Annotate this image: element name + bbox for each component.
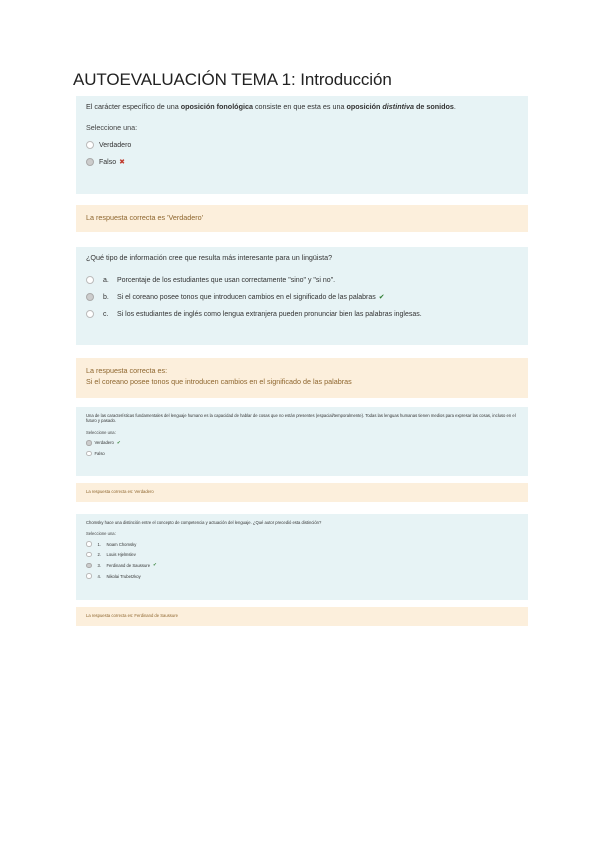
option-label: Verdadero: [99, 141, 132, 149]
radio-button[interactable]: [86, 573, 92, 579]
radio-button[interactable]: [86, 552, 92, 558]
option-letter: 2.: [97, 552, 101, 558]
radio-button-checked[interactable]: [86, 563, 92, 569]
feedback-4: [76, 607, 528, 626]
option-4[interactable]: [86, 573, 518, 579]
select-label: Seleccione una:: [86, 429, 116, 435]
option-c[interactable]: [86, 310, 518, 318]
correct-icon: ✔: [378, 294, 385, 302]
question-text-part: .: [453, 102, 456, 111]
select-label: Seleccione una:: [86, 531, 116, 537]
option-label: Si los estudiantes de inglés como lengua extranjera pueden pronunciar bien las palabras inglesas.: [117, 310, 422, 318]
radio-button[interactable]: [86, 451, 92, 457]
feedback-text-line1: La respuesta correcta es:: [86, 366, 168, 375]
option-a[interactable]: [86, 276, 518, 284]
option-letter: c.: [103, 310, 109, 318]
feedback-text-line2: Si el coreano posee tonos que introducen cambios en el significado de las palabras: [86, 376, 352, 386]
question-2: [76, 247, 528, 345]
incorrect-icon: ✖: [119, 159, 125, 167]
option-true[interactable]: [86, 440, 518, 446]
question-text-bold-italic: distintiva: [382, 102, 414, 111]
radio-button[interactable]: [86, 541, 92, 547]
option-letter: 3.: [97, 562, 101, 568]
radio-button-checked[interactable]: [86, 158, 94, 166]
option-3[interactable]: [86, 562, 518, 568]
question-text-bold: oposición: [346, 102, 383, 111]
option-label: Louis Hjelmslev: [106, 552, 136, 558]
question-text: ¿Qué tipo de información cree que resulta más interesante para un lingüista?: [86, 253, 333, 262]
option-1[interactable]: [86, 541, 518, 547]
option-label: Porcentaje de los estudiantes que usan correctamente "sino" y "si no".: [117, 276, 336, 284]
radio-button[interactable]: [86, 276, 94, 284]
question-text: Una de las características fundamentales del lenguaje humano es la capacidad de hablar de cosas que no están presentes (espacial/temporalmente). Todas las lenguas humanas tienen medios para expresar las cosas, incluso en el futuro y pasado.: [86, 413, 516, 424]
option-2[interactable]: [86, 552, 518, 558]
feedback-2: [76, 358, 528, 398]
question-4: [76, 514, 528, 600]
option-label: Noam Chomsky: [106, 541, 137, 547]
radio-button[interactable]: [86, 141, 94, 149]
radio-button-checked[interactable]: [86, 293, 94, 301]
feedback-text: La respuesta correcta es: Verdadero: [86, 489, 154, 494]
question-text-part: consiste en que esta es una: [252, 102, 347, 111]
feedback-3: [76, 483, 528, 502]
option-b[interactable]: [86, 293, 518, 301]
option-letter: b.: [103, 293, 109, 301]
question-text: Chomsky hace una distinción entre el concepto de competencia y actuación del lenguaje. ¿Qué autor precedió esta distinción?: [86, 520, 322, 525]
correct-icon: ✔: [153, 562, 157, 568]
question-3: [76, 407, 528, 476]
option-label: Ferdinand de Saussure: [106, 562, 151, 568]
option-false[interactable]: [86, 451, 518, 457]
option-true[interactable]: [86, 141, 518, 149]
correct-icon: ✔: [116, 439, 121, 445]
page-title: AUTOEVALUACIÓN TEMA 1: Introducción: [73, 70, 392, 89]
option-label: Falso: [94, 451, 105, 457]
option-false[interactable]: [86, 158, 518, 166]
option-label: Verdadero: [94, 440, 114, 446]
question-text-bold: de sonidos: [413, 102, 454, 111]
question-text: [86, 102, 518, 111]
option-letter: 1.: [97, 541, 101, 547]
feedback-text: La respuesta correcta es: Ferdinand de Saussure: [86, 613, 178, 618]
radio-button-checked[interactable]: [86, 440, 92, 446]
question-text-bold: oposición fonológica: [180, 102, 253, 111]
question-1: [76, 96, 528, 194]
option-letter: a.: [103, 276, 109, 284]
option-label: Falso: [99, 158, 117, 166]
question-text-part: El carácter específico de una: [86, 102, 181, 111]
select-label: Seleccione una:: [86, 123, 138, 133]
option-letter: 4.: [97, 573, 101, 579]
option-label: Nikolai Trubetzkoy: [106, 573, 141, 579]
feedback-text: La respuesta correcta es 'Verdadero': [86, 213, 204, 222]
option-label: Si el coreano posee tonos que introducen cambios en el significado de las palabras: [117, 293, 376, 301]
radio-button[interactable]: [86, 310, 94, 318]
feedback-1: [76, 205, 528, 232]
